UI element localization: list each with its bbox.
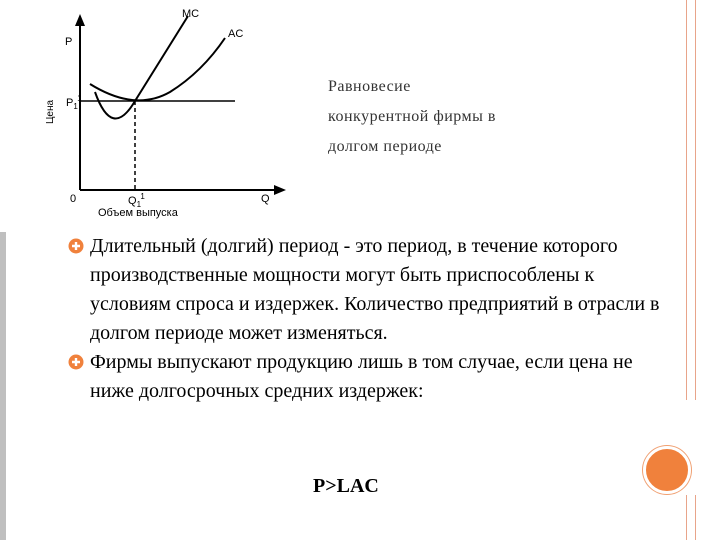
title-line-2: конкурентной фирмы в: [328, 108, 496, 125]
title-line-3: долгом периоде: [328, 138, 442, 155]
ac-label: AC: [228, 28, 244, 40]
x-axis-title: Q: [261, 193, 270, 205]
bullet-icon: [68, 354, 84, 370]
bullet-text: Длительный (долгий) период - это период, в течение которого производственные мощности могут быть приспособлены к условиям спроса и издержек. Количество предприятий в отрасли в долгом периоде может изменяться.: [90, 235, 660, 344]
y-axis-arrow: [75, 14, 85, 26]
title-line-1: Равновесие: [328, 78, 411, 95]
origin-label: 0: [70, 193, 77, 205]
ac-curve: [90, 38, 225, 100]
x-axis-label: Объем выпуска: [98, 207, 178, 219]
mc-label: MC: [182, 8, 200, 20]
bullet-icon: [68, 238, 84, 254]
left-accent-bar: [0, 232, 6, 540]
decorative-frame-line: [686, 0, 696, 400]
decorative-circle: [643, 446, 691, 494]
bullet-text: Фирмы выпускают продукцию лишь в том случае, если цена не ниже долгосрочных средних издержек:: [90, 351, 633, 402]
formula: P>LAC: [313, 475, 379, 497]
slide-title: [328, 72, 628, 162]
equilibrium-graph: [30, 0, 310, 225]
price-level-label: $P_1^1$: [66, 94, 82, 111]
y-axis-label: Цена: [45, 99, 56, 124]
x-axis-arrow: [274, 185, 286, 195]
decorative-frame-line: [686, 495, 696, 540]
y-axis-title: P: [65, 36, 73, 48]
quantity-level-label: $Q_1^1$: [128, 192, 145, 209]
bullet-list: [72, 232, 662, 406]
bullet-item: [72, 348, 662, 406]
mc-curve: [95, 16, 188, 118]
bullet-item: [72, 232, 662, 348]
